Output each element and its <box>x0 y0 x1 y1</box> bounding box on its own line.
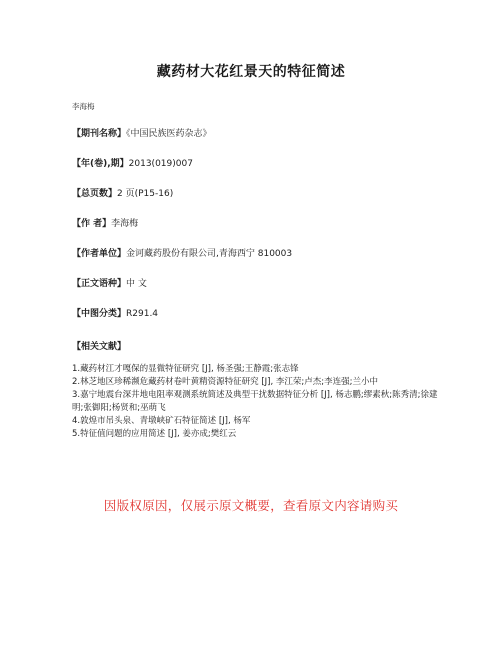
field-label: 【中图分类】 <box>72 309 127 319</box>
field-label: 【期刊名称】 <box>72 129 127 139</box>
document-title: 藏药材大花红景天的特征简述 <box>156 64 346 80</box>
field-value: 2 页(P15-16) <box>117 189 174 199</box>
field-affiliation <box>72 246 292 259</box>
field-value: 金诃藏药股份有限公司,青海西宁 810003 <box>126 249 293 259</box>
field-label: 【总页数】 <box>72 189 118 199</box>
field-language <box>72 276 147 289</box>
field-label: 【作 者】 <box>72 219 112 229</box>
field-volume-issue <box>72 156 193 169</box>
related-list <box>72 363 438 441</box>
author-line: 李海梅 <box>72 102 95 111</box>
field-classification <box>72 306 158 319</box>
field-value: R291.4 <box>126 309 159 319</box>
field-label: 【作者单位】 <box>72 249 127 259</box>
related-item[interactable]: 4.敦煌市吊头泉、青墩峡矿石特征简述 [J], 杨军 <box>72 415 251 426</box>
related-item[interactable]: 5.特征值问题的应用简述 [J], 姜亦成;樊红云 <box>72 428 237 439</box>
field-value: 《中国民族医药杂志》 <box>126 129 212 139</box>
related-item[interactable]: 2.林芝地区珍稀濒危藏药材卷叶黄精资源特征研究 [J], 李江荣;卢杰;李连强;兰小中 <box>72 377 378 387</box>
related-item[interactable]: 3.嘉宁地震台深井地电阻率观测系统简述及典型干扰数据特征分析 [J], 杨志鹏;缪素秋;陈秀清;徐建明;张御阳;杨贤和;巫萌飞 <box>72 390 438 413</box>
field-value: 2013(019)007 <box>128 159 193 169</box>
field-label: 【正文语种】 <box>72 279 127 289</box>
field-value: 中 文 <box>126 279 147 289</box>
related-heading: 【相关文献】 <box>72 342 127 352</box>
field-author <box>72 216 138 229</box>
field-label: 【年(卷),期】 <box>72 159 129 169</box>
related-item[interactable]: 1.藏药材江才嘎保的显微特征研究 [J], 杨圣强;王静霞;张志锋 <box>72 364 299 374</box>
field-value: 李海梅 <box>111 219 139 229</box>
field-journal-name <box>72 126 212 139</box>
copyright-notice: 因版权原因，仅展示原文概要，查看原文内容请购买 <box>103 498 399 513</box>
field-total-pages <box>72 186 173 199</box>
